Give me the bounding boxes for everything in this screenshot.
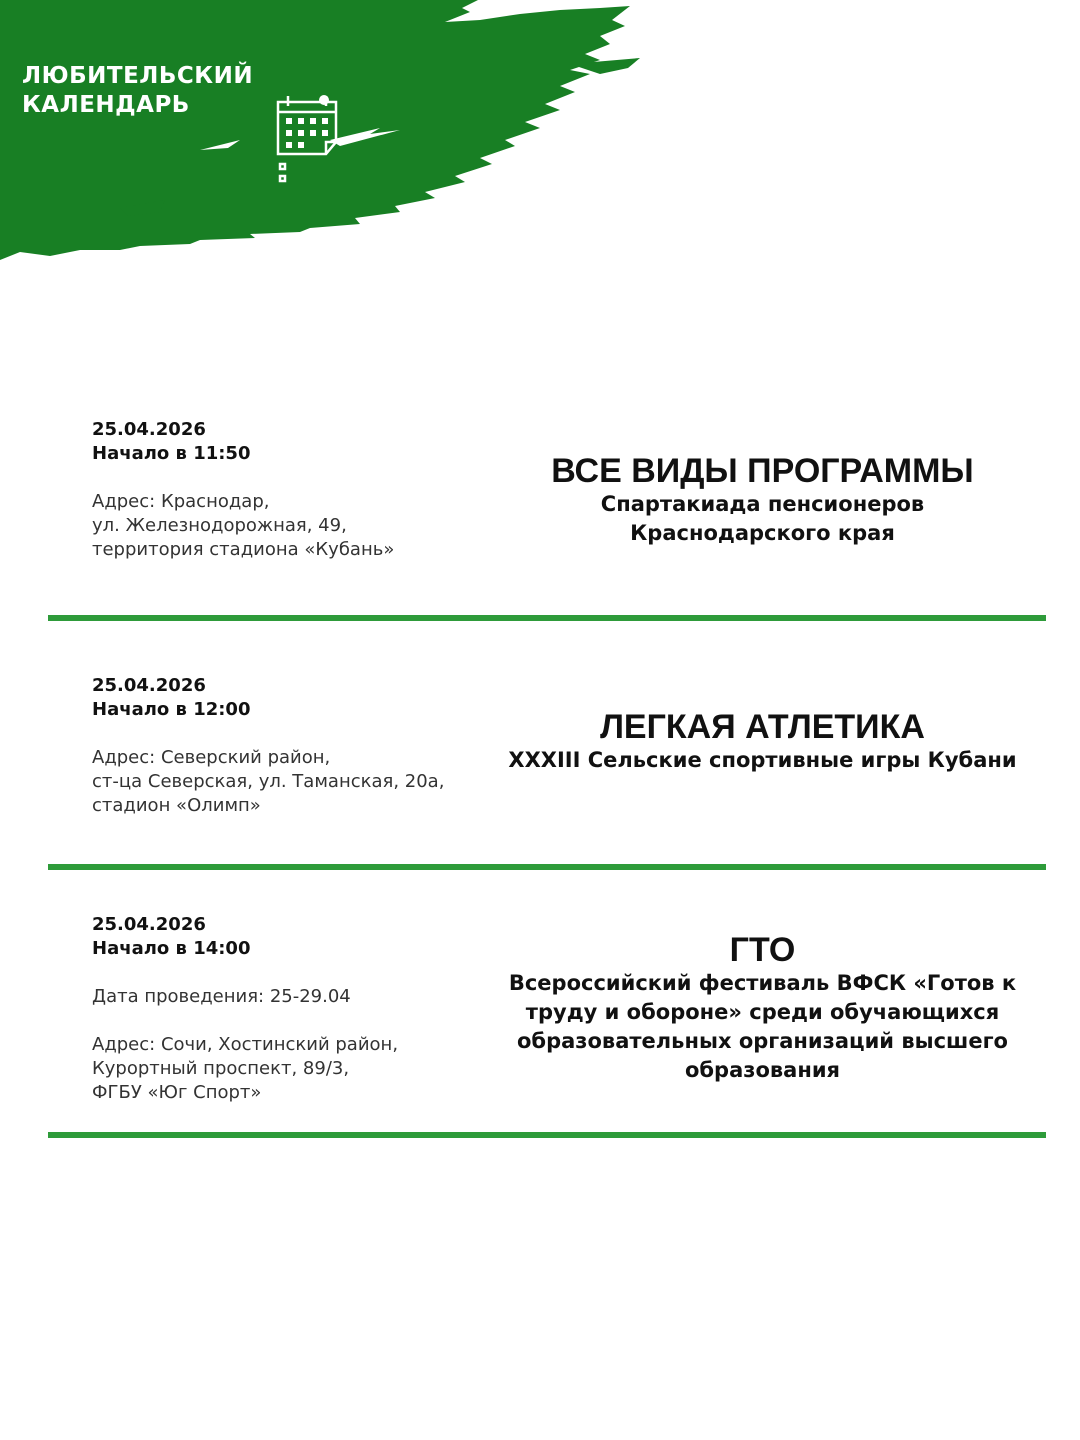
event-heading — [490, 708, 1035, 775]
address-line: Адрес: Краснодар, — [92, 491, 270, 512]
event-date: 25.04.2026 — [92, 675, 206, 696]
event-details — [92, 418, 492, 562]
address-line: Адрес: Сочи, Хостинский район, — [92, 1034, 399, 1055]
section-divider — [48, 1132, 1046, 1138]
event-details — [92, 913, 492, 1105]
address-line: ФГБУ «Юг Спорт» — [92, 1082, 262, 1103]
address-line: стадион «Олимп» — [92, 795, 261, 816]
event-start-time: Начало в 12:00 — [92, 699, 251, 720]
event-start-time: Начало в 14:00 — [92, 938, 251, 959]
event-subtitle: XXXIII Сельские спортивные игры Кубани — [508, 748, 1017, 772]
event-title: ЛЕГКАЯ АТЛЕТИКА — [600, 708, 925, 746]
section-divider — [48, 615, 1046, 621]
event-heading — [490, 452, 1035, 548]
address-line: Курортный проспект, 89/3, — [92, 1058, 350, 1079]
address-line: Адрес: Северский район, — [92, 747, 331, 768]
event-date: 25.04.2026 — [92, 419, 206, 440]
event-heading — [490, 931, 1035, 1085]
event-start-time: Начало в 11:50 — [92, 443, 251, 464]
calendar-icon — [274, 92, 340, 188]
event-subtitle: Всероссийский фестиваль ВФСК «Готов к труду и обороне» среди обучающихся образовательных организаций высшего образования — [508, 971, 1017, 1082]
event-date: 25.04.2026 — [92, 914, 206, 935]
event-title: ГТО — [729, 931, 796, 969]
calendar-title: ЛЮБИТЕЛЬСКИЙ КАЛЕНДАРЬ — [22, 63, 254, 118]
event-title: ВСЕ ВИДЫ ПРОГРАММЫ — [551, 452, 974, 490]
event-details — [92, 674, 492, 818]
address-line: территория стадиона «Кубань» — [92, 539, 395, 560]
address-line: ст-ца Северская, ул. Таманская, 20а, — [92, 771, 445, 792]
event-subtitle: Спартакиада пенсионеров Краснодарского края — [600, 492, 925, 545]
address-line: ул. Железнодорожная, 49, — [92, 515, 347, 536]
section-divider — [48, 864, 1046, 870]
event-period: Дата проведения: 25-29.04 — [92, 986, 351, 1007]
header-brush-stroke — [0, 0, 700, 270]
